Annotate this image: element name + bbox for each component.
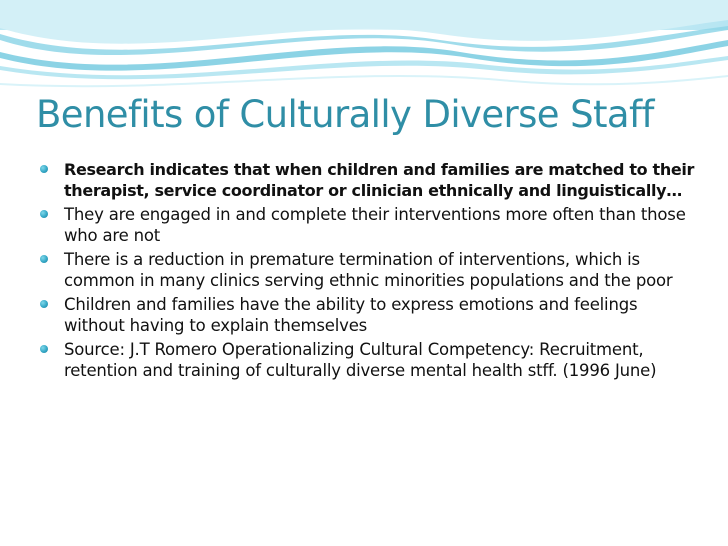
bullet-dot-icon (40, 345, 48, 353)
bullet-item (40, 249, 700, 291)
bullet-item (40, 204, 700, 246)
bullet-text: There is a reduction in premature termination of interventions, which is common in many clinics serving ethnic minorities populations and the poor (64, 250, 673, 290)
bullet-item (40, 294, 700, 336)
bullet-text: They are engaged in and complete their interventions more often than those who are not (64, 205, 686, 245)
bullet-dot-icon (40, 165, 48, 173)
bullet-dot-icon (40, 210, 48, 218)
bullet-text: Source: J.T Romero Operationalizing Cultural Competency: Recruitment, retention and training of culturally diverse mental health stff. (1996 June) (64, 340, 657, 380)
bullet-item (40, 159, 700, 201)
header-wave-decoration (0, 0, 728, 90)
bullet-dot-icon (40, 300, 48, 308)
bullet-text: Research indicates that when children and families are matched to their therapist, service coordinator or clinician ethnically and linguistically… (64, 160, 695, 200)
bullet-list (40, 159, 700, 384)
slide-title: Benefits of Culturally Diverse Staff (36, 93, 654, 136)
bullet-dot-icon (40, 255, 48, 263)
bullet-text: Children and families have the ability to express emotions and feelings without having to explain themselves (64, 295, 638, 335)
bullet-item (40, 339, 700, 381)
